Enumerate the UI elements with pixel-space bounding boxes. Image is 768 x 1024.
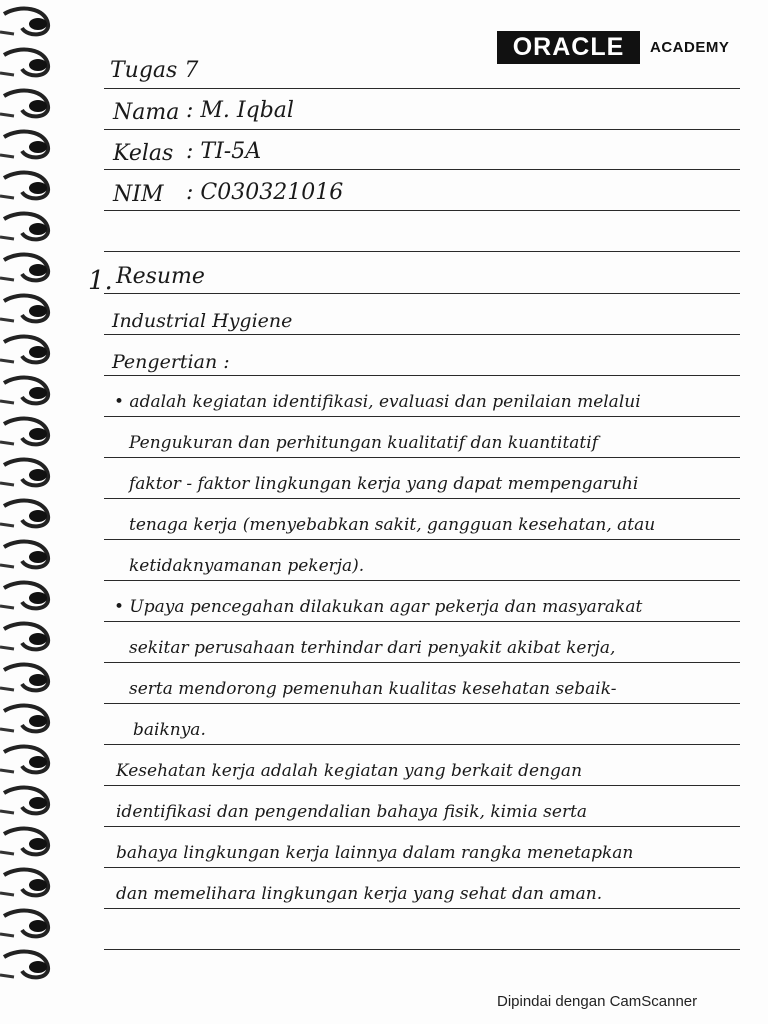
spiral-ring — [0, 378, 48, 404]
body-line: serta mendorong pemenuhan kualitas kesehatan sebaik- — [129, 679, 617, 699]
body-line: identifikasi dan pengendalian bahaya fisik, kimia serta — [116, 802, 588, 822]
ruled-line — [104, 703, 740, 704]
spiral-ring — [0, 747, 48, 773]
ruled-line — [104, 539, 740, 540]
spiral-binding — [0, 0, 70, 1000]
oracle-logo-box: ORACLE — [497, 31, 640, 64]
ruled-line — [104, 908, 740, 909]
body-line: dan memelihara lingkungan kerja yang sehat dan aman. — [116, 884, 603, 904]
field-value-nim: : C030321016 — [186, 180, 344, 205]
ruled-line — [104, 744, 740, 745]
spiral-ring — [0, 132, 48, 158]
assignment-title: Tugas 7 — [110, 58, 199, 83]
spiral-ring — [0, 337, 48, 363]
ruled-line — [104, 129, 740, 130]
body-line: Pengukuran dan perhitungan kualitatif dan kuantitatif — [129, 433, 598, 453]
ruled-line — [104, 334, 740, 335]
ruled-line — [104, 867, 740, 868]
spiral-ring — [0, 870, 48, 896]
ruled-line — [104, 210, 740, 211]
spiral-ring — [0, 460, 48, 486]
body-line: • Upaya pencegahan dilakukan agar pekerja dan masyarakat — [114, 597, 643, 617]
body-line: faktor - faktor lingkungan kerja yang dapat mempengaruhi — [129, 474, 639, 494]
field-label-nama: Nama — [113, 100, 180, 125]
spiral-ring — [0, 952, 48, 978]
spiral-ring — [0, 214, 48, 240]
ruled-line — [104, 785, 740, 786]
body-line: ketidaknyamanan pekerja). — [129, 556, 365, 576]
spiral-ring — [0, 296, 48, 322]
oracle-academy-logo — [497, 31, 729, 64]
spiral-ring — [0, 583, 48, 609]
spiral-ring — [0, 788, 48, 814]
spiral-ring — [0, 501, 48, 527]
spiral-ring — [0, 255, 48, 281]
field-value-nama: : M. Iqbal — [186, 98, 294, 123]
spiral-ring — [0, 706, 48, 732]
ruled-line — [104, 498, 740, 499]
spiral-ring — [0, 911, 48, 937]
academy-text: ACADEMY — [650, 39, 730, 56]
spiral-ring — [0, 173, 48, 199]
section-number: 1. — [88, 266, 113, 296]
field-label-kelas: Kelas — [113, 141, 174, 166]
ruled-line — [104, 826, 740, 827]
subheading-pengertian: Pengertian : — [112, 351, 230, 373]
ruled-line — [104, 293, 740, 294]
spiral-ring — [0, 9, 48, 35]
ruled-line — [104, 580, 740, 581]
ruled-line — [104, 251, 740, 252]
body-line: baiknya. — [133, 720, 206, 740]
body-line: Kesehatan kerja adalah kegiatan yang berkait dengan — [116, 761, 583, 781]
ruled-line — [104, 169, 740, 170]
ruled-line — [104, 88, 740, 89]
ruled-line — [104, 949, 740, 950]
ruled-line — [104, 662, 740, 663]
spiral-ring — [0, 624, 48, 650]
body-line: bahaya lingkungan kerja lainnya dalam rangka menetapkan — [116, 843, 634, 863]
ruled-line — [104, 621, 740, 622]
section-heading: Resume — [116, 264, 205, 289]
body-line: sekitar perusahaan terhindar dari penyakit akibat kerja, — [129, 638, 616, 658]
ruled-line — [104, 416, 740, 417]
spiral-ring — [0, 419, 48, 445]
spiral-ring — [0, 665, 48, 691]
ruled-line — [104, 375, 740, 376]
body-line: tenaga kerja (menyebabkan sakit, gangguan kesehatan, atau — [129, 515, 656, 535]
scanner-watermark: Dipindai dengan CamScanner — [497, 993, 698, 1010]
field-value-kelas: : TI-5A — [186, 139, 262, 164]
spiral-ring — [0, 91, 48, 117]
spiral-ring — [0, 829, 48, 855]
body-line: • adalah kegiatan identifikasi, evaluasi dan penilaian melalui — [114, 392, 641, 412]
ruled-line — [104, 457, 740, 458]
spiral-ring — [0, 542, 48, 568]
spiral-ring — [0, 50, 48, 76]
topic-heading: Industrial Hygiene — [112, 310, 293, 332]
field-label-nim: NIM — [113, 182, 164, 207]
